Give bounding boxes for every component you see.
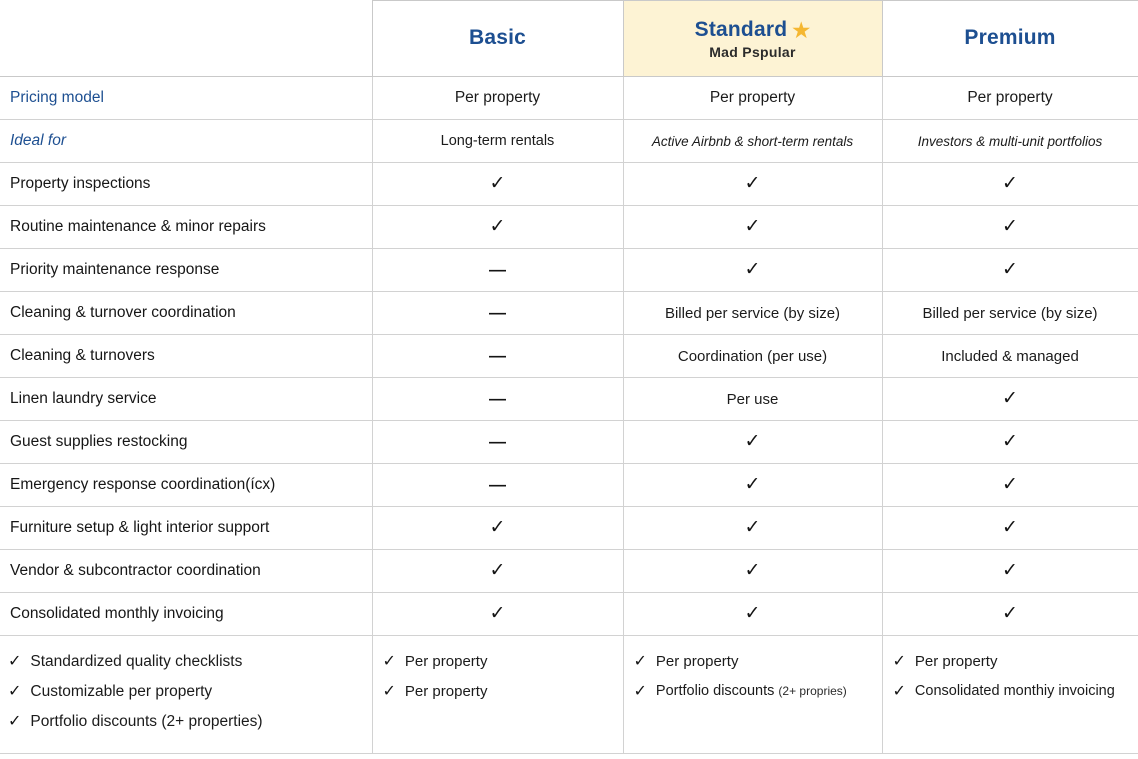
row-label: Priority maintenance response — [0, 249, 372, 292]
cell-premium: Per property — [882, 77, 1138, 120]
cell-basic — [372, 507, 623, 550]
cell-standard — [623, 507, 882, 550]
check-icon: ✓ — [744, 259, 761, 280]
check-icon: ✓ — [1002, 603, 1018, 624]
cell-premium — [882, 163, 1138, 206]
cell-standard: Per property — [623, 77, 882, 120]
cell-standard: Per use — [623, 378, 882, 421]
cell-basic: Per property — [372, 77, 623, 120]
row-label: Emergency response coordination(ícx) — [0, 464, 372, 507]
row-label: Pricing model — [0, 77, 372, 120]
check-icon: ✓ — [744, 517, 761, 538]
cell-premium — [882, 206, 1138, 249]
cell-standard: Active Airbnb & short-term rentals — [623, 120, 882, 163]
cell-premium — [882, 421, 1138, 464]
check-icon: ✓ — [489, 560, 506, 581]
list-item — [634, 650, 872, 674]
table-row — [0, 507, 1138, 550]
cell-standard: Coordination (per use) — [623, 335, 882, 378]
list-item-label: Per property — [655, 653, 739, 670]
cell-premium — [882, 550, 1138, 593]
cell-basic — [372, 378, 623, 421]
table-row — [0, 120, 1138, 163]
table-row — [0, 249, 1138, 292]
cell-basic — [372, 163, 623, 206]
check-icon: ✓ — [892, 683, 906, 700]
dash-icon: — — [489, 431, 506, 451]
check-icon: ✓ — [489, 216, 506, 237]
table-row — [0, 77, 1138, 120]
list-item-label: Standardized quality checklists — [30, 653, 243, 670]
footer-premium-cell — [882, 636, 1138, 754]
check-icon: ✓ — [892, 653, 906, 670]
list-item-note: (2+ propries) — [778, 684, 847, 698]
cell-premium: Investors & multi-unit portfolios — [882, 120, 1138, 163]
check-icon: ✓ — [1002, 474, 1018, 495]
check-icon: ✓ — [489, 517, 506, 538]
table-row — [0, 206, 1138, 249]
column-title-standard — [628, 18, 878, 43]
check-icon: ✓ — [382, 683, 396, 700]
cell-basic — [372, 593, 623, 636]
cell-standard — [623, 550, 882, 593]
dash-icon: — — [489, 474, 506, 494]
list-item-label: Customizable per property — [30, 683, 213, 701]
check-icon: ✓ — [382, 653, 396, 670]
cell-basic — [372, 464, 623, 507]
cell-standard — [623, 163, 882, 206]
cell-basic: Long-term rentals — [372, 120, 623, 163]
table-body — [0, 77, 1138, 754]
footer-basic-cell — [372, 636, 623, 754]
star-icon: ★ — [792, 19, 811, 42]
check-icon: ✓ — [744, 560, 761, 581]
list-item-label — [656, 680, 847, 702]
cell-premium — [882, 507, 1138, 550]
header-blank-cell — [0, 1, 372, 77]
dash-icon: — — [489, 345, 506, 365]
footer-feature-cell — [0, 636, 372, 754]
row-label: Vendor & subcontractor coordination — [0, 550, 372, 593]
list-item — [893, 680, 1128, 704]
table-row — [0, 335, 1138, 378]
table-row — [0, 593, 1138, 636]
table-footer-row — [0, 636, 1138, 754]
cell-premium — [882, 593, 1138, 636]
check-icon: ✓ — [744, 474, 761, 495]
list-item-text: Portfolio discounts — [655, 683, 775, 699]
list-item-label: Portfolio discounts (2+ properties) — [30, 713, 263, 731]
check-icon: ✓ — [744, 173, 761, 194]
list-item-label: Consolidated monthiy invoicing — [914, 683, 1115, 699]
cell-basic — [372, 335, 623, 378]
row-label: Property inspections — [0, 163, 372, 206]
cell-premium — [882, 464, 1138, 507]
column-title-standard-text: Standard — [694, 17, 788, 41]
row-label: Linen laundry service — [0, 378, 372, 421]
row-label: Guest supplies restocking — [0, 421, 372, 464]
cell-basic — [372, 292, 623, 335]
table-row — [0, 378, 1138, 421]
table-row — [0, 163, 1138, 206]
row-label: Routine maintenance & minor repairs — [0, 206, 372, 249]
list-item-label: Per property — [404, 653, 488, 670]
check-icon: ✓ — [1002, 388, 1018, 409]
list-item — [383, 650, 613, 674]
cell-basic — [372, 550, 623, 593]
check-icon: ✓ — [489, 173, 506, 194]
list-item — [893, 650, 1128, 674]
column-header-premium — [882, 1, 1138, 77]
header-row — [0, 1, 1138, 77]
check-icon: ✓ — [1002, 560, 1018, 581]
check-icon: ✓ — [633, 653, 647, 670]
cell-standard — [623, 206, 882, 249]
check-icon: ✓ — [1002, 173, 1018, 194]
cell-premium — [882, 249, 1138, 292]
check-icon: ✓ — [744, 603, 761, 624]
check-icon: ✓ — [489, 603, 506, 624]
cell-premium: Included & managed — [882, 335, 1138, 378]
column-header-basic — [372, 1, 623, 77]
footer-basic-list — [383, 650, 613, 704]
table-row — [0, 421, 1138, 464]
table-header — [0, 1, 1138, 77]
check-icon: ✓ — [1002, 259, 1018, 280]
footer-standard-list — [634, 650, 872, 704]
table-row — [0, 550, 1138, 593]
check-icon: ✓ — [1002, 517, 1018, 538]
list-item-label: Per property — [404, 683, 488, 700]
list-item — [383, 680, 613, 704]
row-label: Cleaning & turnovers — [0, 335, 372, 378]
cell-standard — [623, 249, 882, 292]
cell-standard — [623, 464, 882, 507]
column-title-premium: Premium — [964, 26, 1056, 50]
footer-feature-list — [8, 650, 362, 734]
cell-standard — [623, 421, 882, 464]
cell-standard: Billed per service (by size) — [623, 292, 882, 335]
cell-basic — [372, 206, 623, 249]
list-item — [8, 710, 362, 734]
cell-premium: Billed per service (by size) — [882, 292, 1138, 335]
column-title-basic: Basic — [468, 26, 527, 50]
check-icon: ✓ — [633, 683, 647, 700]
footer-premium-list — [893, 650, 1128, 704]
cell-basic — [372, 421, 623, 464]
list-item — [8, 680, 362, 704]
dash-icon: — — [489, 302, 506, 322]
check-icon: ✓ — [744, 431, 761, 452]
list-item — [634, 680, 872, 704]
footer-standard-cell — [623, 636, 882, 754]
row-label: Furniture setup & light interior support — [0, 507, 372, 550]
row-label: Cleaning & turnover coordination — [0, 292, 372, 335]
check-icon: ✓ — [1002, 216, 1018, 237]
check-icon: ✓ — [744, 216, 761, 237]
list-item — [8, 650, 362, 674]
check-icon: ✓ — [8, 683, 22, 701]
cell-basic — [372, 249, 623, 292]
dash-icon: — — [489, 259, 506, 279]
table-row — [0, 292, 1138, 335]
check-icon: ✓ — [1002, 431, 1018, 452]
check-icon: ✓ — [8, 653, 22, 670]
row-label: Consolidated monthly invoicing — [0, 593, 372, 636]
cell-standard — [623, 593, 882, 636]
cell-premium — [882, 378, 1138, 421]
dash-icon: — — [489, 388, 506, 408]
list-item-label: Per property — [914, 653, 998, 670]
row-label: Ideal for — [0, 120, 372, 163]
table-row — [0, 464, 1138, 507]
column-header-standard — [623, 1, 882, 77]
check-icon: ✓ — [8, 713, 22, 731]
column-subtitle-standard: Mad Pspular — [709, 43, 796, 60]
